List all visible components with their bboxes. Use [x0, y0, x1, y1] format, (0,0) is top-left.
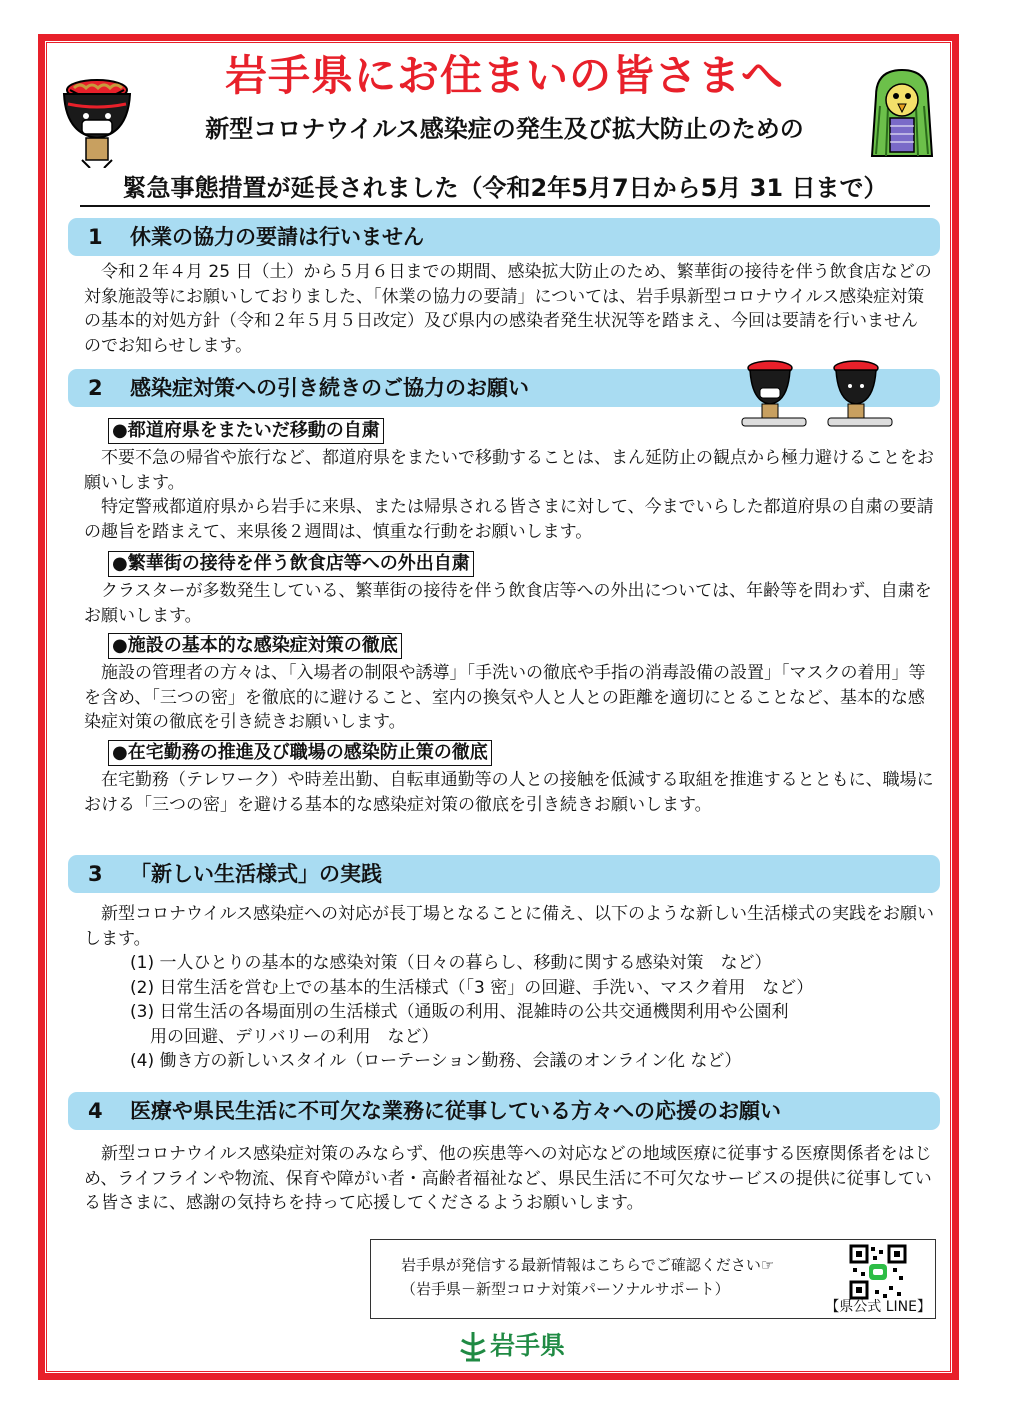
- info-line: 岩手県が発信する最新情報はこちらでご確認ください☞: [401, 1256, 775, 1274]
- iwate-prefecture-logo-icon: [458, 1330, 488, 1364]
- section-title: 休業の協力の要請は行いません: [130, 225, 424, 249]
- subsection-heading: ●都道府県をまたいだ移動の自粛: [108, 418, 384, 444]
- info-box: [370, 1239, 936, 1319]
- section-title: 感染症対策への引き続きのご協力のお願い: [130, 376, 529, 400]
- section-4-header: [68, 1092, 940, 1130]
- section-title: 「新しい生活様式」の実践: [130, 862, 382, 886]
- subsection-paragraph: 不要不急の帰省や旅行など、都道府県をまたいで移動することは、まん延防止の観点から極力避けることをお願いします。: [84, 448, 934, 493]
- page-title: 岩手県にお住まいの皆さまへ: [224, 51, 784, 100]
- list-item-continuation: 用の回避、デリバリーの利用 など）: [150, 1026, 439, 1047]
- subsection-heading: ●施設の基本的な感染症対策の徹底: [108, 633, 402, 659]
- page-headline: 緊急事態措置が延長されました（令和2年5月7日から5月 31 日まで）: [80, 172, 930, 207]
- section-number: 1: [88, 225, 103, 249]
- section-1-header: [68, 218, 940, 256]
- page-subtitle: 新型コロナウイルス感染症の発生及び拡大防止のための: [205, 115, 804, 143]
- section-number: 4: [88, 1099, 103, 1123]
- subsection-paragraph: 特定警戒都道府県から岩手に来県、または帰県される皆さまに対して、今までいらした都道府県の自粛の要請の趣旨を踏まえて、来県後２週間は、慎重な行動をお願いします。: [84, 497, 934, 542]
- section-4-body: 新型コロナウイルス感染症対策のみならず、他の疾患等への対応などの地域医療に従事する医療関係者をはじめ、ライフラインや物流、保育や障がい者・高齢者福祉など、県民生活に不可欠なサービスの提供に従事している皆さまに、感謝の気持ちを持って応援してくださるようお願いします。: [84, 1144, 932, 1214]
- list-item: (3) 日常生活の各場面別の生活様式（通販の利用、混雑時の公共交通機関利用や公園利: [130, 1002, 789, 1023]
- list-item: (2) 日常生活を営む上での基本的生活様式（「3 密」の回避、手洗い、マスク着用 など）: [130, 977, 814, 998]
- list-item: (1) 一人ひとりの基本的な感染対策（日々の暮らし、移動に関する感染対策 など）: [130, 953, 772, 973]
- section-title: 医療や県民生活に不可欠な業務に従事している方々への応援のお願い: [130, 1099, 781, 1123]
- subsection-heading: ●繁華街の接待を伴う飲食店等への外出自粛: [108, 551, 474, 577]
- section-number: 3: [88, 862, 103, 886]
- subsection-paragraph: クラスターが多数発生している、繁華街の接待を伴う飲食店等への外出については、年齢等を問わず、自粛をお願いします。: [84, 581, 932, 626]
- footer-logo-text: 岩手県: [490, 1331, 566, 1360]
- subsection-paragraph: 施設の管理者の方々は、「入場者の制限や誘導」「手洗いの徹底や手指の消毒設備の設置」「マスクの着用」等を含め、「三つの密」を徹底的に避けること、室内の換気や人と人との距離を適切にとることなど、基本的な感染症対策の徹底を引き続きお願いします。: [84, 663, 926, 733]
- qr-code-label: 【県公式 LINE】: [825, 1299, 931, 1315]
- section-3-body: 新型コロナウイルス感染症への対応が長丁場となることに備え、以下のような新しい生活様式の実践をお願いします。: [84, 904, 934, 949]
- subsection-paragraph: 在宅勤務（テレワーク）や時差出勤、自転車通勤等の人との接触を低減する取組を推進するとともに、職場における「三つの密」を避ける基本的な感染症対策の徹底を引き続きお願いします。: [84, 770, 934, 815]
- mascot-pair-icon: [738, 358, 898, 434]
- info-line: （岩手県－新型コロナ対策パーソナルサポート）: [401, 1280, 730, 1298]
- section-number: 2: [88, 376, 103, 400]
- list-item: (4) 働き方の新しいスタイル（ローテーション勤務、会議のオンライン化 など）: [130, 1051, 742, 1072]
- subsection-heading: ●在宅勤務の推進及び職場の感染防止策の徹底: [108, 740, 492, 766]
- lifestyle-list: [130, 951, 930, 1074]
- qr-code-icon[interactable]: [849, 1244, 907, 1300]
- section-1-body: 令和２年４月 25 日（土）から５月６日までの期間、感染拡大防止のため、繁華街の接待を伴う飲食店などの対象施設等にお願いしておりました、「休業の協力の要請」については、岩手県新型コロナウイルス感染症対策の基本的対処方針（令和２年５月５日改定）及び県内の感染者発生状況等を踏まえ、今回は要請を行いませんのでお知らせします。: [84, 262, 932, 356]
- section-3-header: [68, 855, 940, 893]
